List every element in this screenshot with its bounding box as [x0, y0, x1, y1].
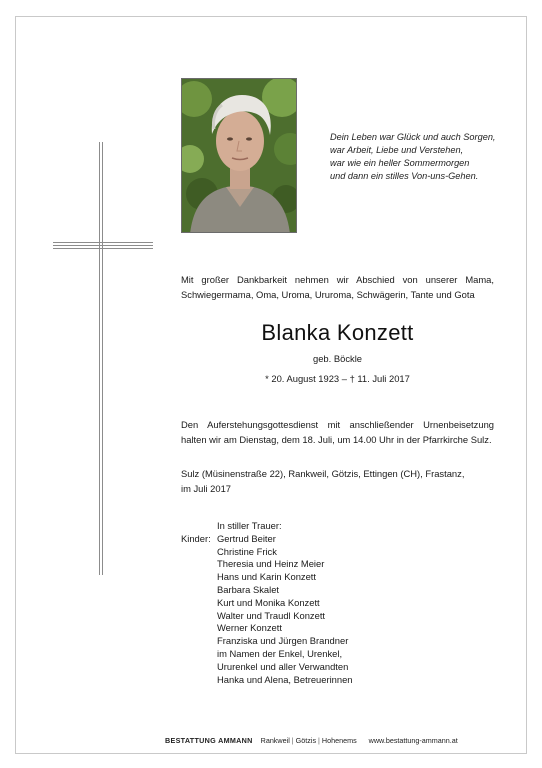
- children-label: Kinder:: [181, 533, 211, 544]
- poem-line: war wie ein heller Sommermorgen: [330, 158, 470, 168]
- mourner-item: Werner Konzett: [217, 622, 282, 634]
- footer: [165, 736, 465, 745]
- mourner-item: im Namen der Enkel, Urenkel,: [217, 647, 343, 659]
- footer-divider: |: [291, 736, 294, 745]
- portrait-photo: [181, 78, 297, 233]
- mourner-item: Gertrud Beiter: [217, 532, 276, 544]
- deceased-name: Blanka Konzett: [261, 320, 414, 345]
- footer-place: Rankweil: [260, 736, 290, 745]
- footer-place: Götzis: [295, 736, 317, 745]
- mourner-item: Hanka und Alena, Betreuerinnen: [217, 673, 353, 685]
- mourner-item: Barbara Skalet: [217, 583, 280, 595]
- footer-divider: |: [318, 736, 320, 745]
- places-line-2: im Juli 2017: [181, 483, 232, 494]
- footer-website[interactable]: www.bestattung-ammann.at: [368, 736, 458, 745]
- places-line-1: Sulz (Müsinenstraße 22), Rankweil, Götzis, Ettingen (CH), Frastanz,: [181, 468, 465, 479]
- poem: [330, 131, 530, 183]
- places-info: [181, 466, 494, 496]
- mourners-list: [217, 520, 477, 686]
- service-info: [181, 417, 494, 447]
- poem-line: war Arbeit, Liebe und Verstehen,: [330, 145, 464, 155]
- poem-line: und dann ein stilles Von-uns-Gehen.: [330, 171, 479, 181]
- footer-brand: BESTATTUNG AMMANN: [165, 736, 253, 745]
- poem-line: Dein Leben war Glück und auch Sorgen,: [330, 132, 496, 142]
- mourner-item: Franziska und Jürgen Brandner: [217, 635, 349, 647]
- mourner-item: Theresia und Heinz Meier: [217, 558, 325, 570]
- mourner-item: Hans und Karin Konzett: [217, 571, 317, 583]
- intro-line-1: Mit großer Dankbarkeit nehmen wir Abschied von unserer Mama,: [181, 274, 494, 285]
- service-line-1: Den Auferstehungsgottesdienst mit anschließender Urnenbeisetzung: [181, 419, 494, 430]
- mourning-heading: In stiller Trauer:: [217, 520, 282, 531]
- footer-place: Hohenems: [321, 736, 357, 745]
- mourner-item: Kurt und Monika Konzett: [217, 596, 320, 608]
- service-line-2: halten wir am Dienstag, dem 18. Juli, um 14.00 Uhr in der Pfarrkirche Sulz.: [181, 434, 492, 445]
- maiden-name: geb. Böckle: [313, 353, 362, 364]
- intro-line-2: Schwiegermama, Oma, Uroma, Ururoma, Schwägerin, Tante und Gota: [181, 289, 475, 300]
- mourner-item: Walter und Traudl Konzett: [217, 609, 326, 621]
- life-dates: * 20. August 1923 – † 11. Juli 2017: [265, 373, 410, 384]
- mourner-item: Christine Frick: [217, 545, 277, 557]
- mourner-item: Ururenkel und aller Verwandten: [217, 660, 349, 672]
